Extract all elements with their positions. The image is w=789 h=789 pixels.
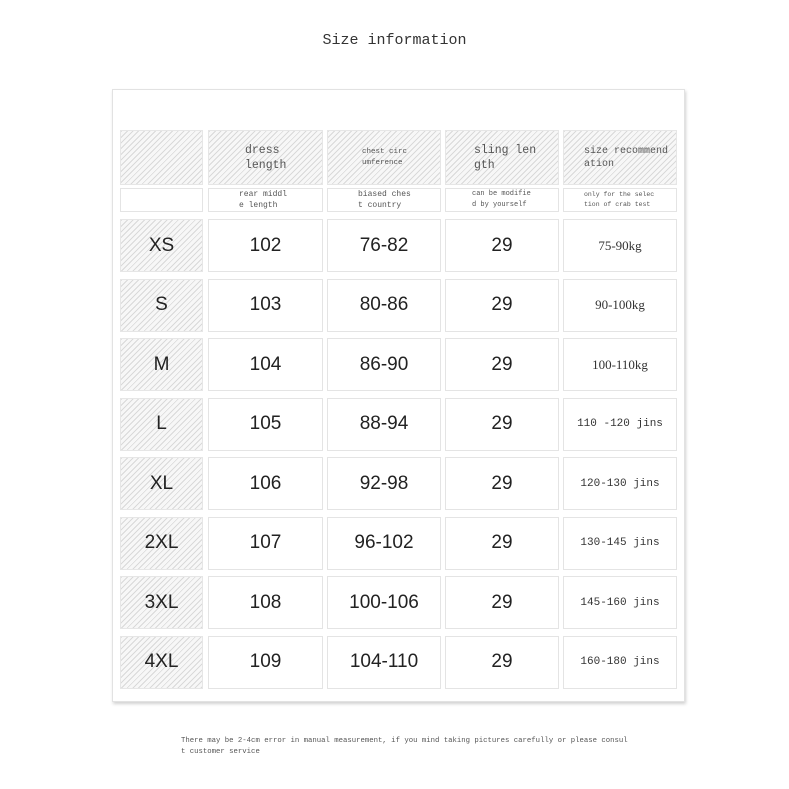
chest-value: 92-98	[327, 457, 441, 510]
chest-value: 100-106	[327, 576, 441, 629]
header-size-recommendation: size recommend ation	[563, 130, 677, 185]
size-label: S	[120, 279, 203, 332]
sling-length-value: 29	[445, 219, 559, 272]
size-recommendation-value: 145-160 jins	[563, 576, 677, 629]
size-recommendation-value: 90-100kg	[563, 279, 677, 332]
sling-length-value: 29	[445, 398, 559, 451]
sling-length-value: 29	[445, 457, 559, 510]
sling-length-value: 29	[445, 517, 559, 570]
size-recommendation-value: 75-90kg	[563, 219, 677, 272]
size-chart-panel	[112, 89, 685, 702]
sub-header-sling: can be modifie d by yourself	[445, 188, 559, 212]
sub-header-corner	[120, 188, 203, 212]
size-label: L	[120, 398, 203, 451]
chest-value: 96-102	[327, 517, 441, 570]
measurement-note: There may be 2-4cm error in manual measurement, if you mind taking pictures carefully or please consul t customer service	[181, 737, 628, 756]
size-recommendation-value: 110 -120 jins	[563, 398, 677, 451]
sling-length-value: 29	[445, 576, 559, 629]
sub-header-recommendation: only for the selec tion of crab test	[563, 188, 677, 212]
corner-cell	[120, 130, 203, 185]
dress-length-value: 105	[208, 398, 323, 451]
dress-length-value: 104	[208, 338, 323, 391]
chest-value: 80-86	[327, 279, 441, 332]
chest-value: 104-110	[327, 636, 441, 689]
size-label: 3XL	[120, 576, 203, 629]
sub-header-chest: biased ches t country	[327, 188, 441, 212]
size-recommendation-value: 100-110kg	[563, 338, 677, 391]
chest-value: 86-90	[327, 338, 441, 391]
page-title: Size information	[322, 32, 467, 49]
size-label: XS	[120, 219, 203, 272]
sling-length-value: 29	[445, 636, 559, 689]
sling-length-value: 29	[445, 279, 559, 332]
size-label: XL	[120, 457, 203, 510]
dress-length-value: 109	[208, 636, 323, 689]
size-label: 2XL	[120, 517, 203, 570]
size-recommendation-value: 160-180 jins	[563, 636, 677, 689]
size-recommendation-value: 130-145 jins	[563, 517, 677, 570]
dress-length-value: 103	[208, 279, 323, 332]
chest-value: 76-82	[327, 219, 441, 272]
dress-length-value: 107	[208, 517, 323, 570]
dress-length-value: 106	[208, 457, 323, 510]
sub-header-dress-length: rear middl e length	[208, 188, 323, 212]
size-recommendation-value: 120-130 jins	[563, 457, 677, 510]
header-sling-length: sling len gth	[445, 130, 559, 185]
dress-length-value: 108	[208, 576, 323, 629]
header-chest-circumference: chest circ umference	[327, 130, 441, 185]
size-label: 4XL	[120, 636, 203, 689]
size-label: M	[120, 338, 203, 391]
chest-value: 88-94	[327, 398, 441, 451]
header-dress-length: dress length	[208, 130, 323, 185]
dress-length-value: 102	[208, 219, 323, 272]
sling-length-value: 29	[445, 338, 559, 391]
